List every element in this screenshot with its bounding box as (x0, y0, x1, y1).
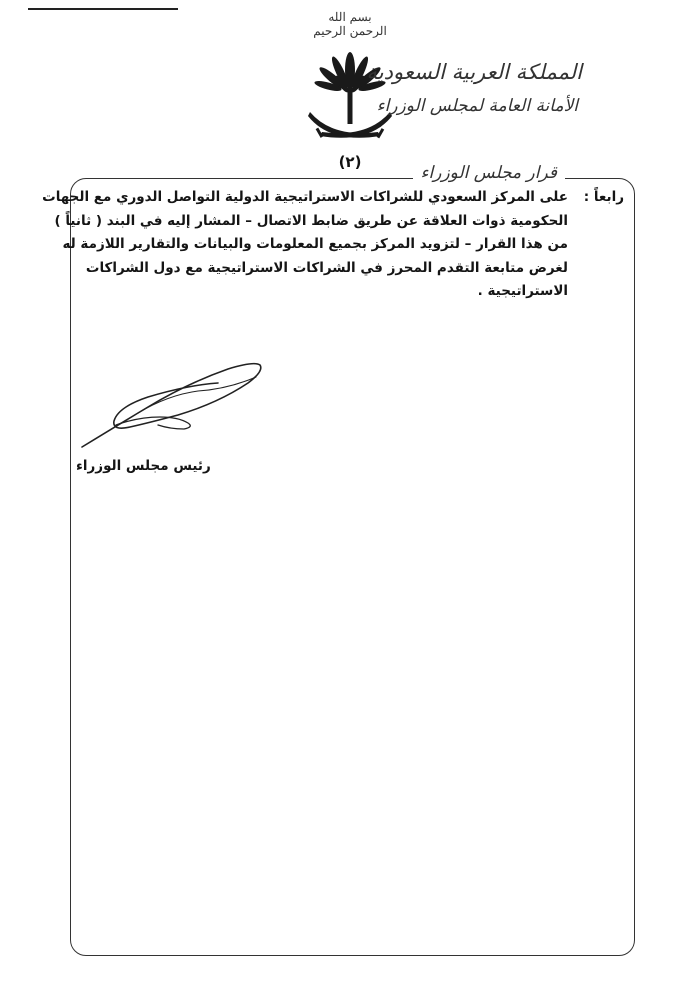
clause-line: على المركز السعودي للشراكات الاستراتيجية الدولية التواصل الدوري مع الجهات (42, 189, 568, 205)
clause-label: رابعاً : (583, 189, 624, 205)
clause-line: من هذا القرار – لتزويد المركز بجميع المعلومات والبيانات والتقارير اللازمة له (62, 236, 568, 252)
kingdom-heading: المملكة العربية السعودية (366, 60, 582, 84)
clause-line: لغرض متابعة التقدم المحرز في الشراكات الاستراتيجية مع دول الشراكات (85, 259, 568, 276)
decision-heading: قرار مجلس الوزراء (413, 163, 565, 183)
basmala: بسم الله الرحمن الرحيم (313, 10, 387, 38)
clause-fourth (42, 186, 624, 304)
clause-line: الحكومية ذوات العلاقة عن طريق ضابط الاتصال – المشار إليه في البند ( ثانياً ) (54, 212, 568, 229)
handwritten-signature (78, 355, 278, 455)
top-rule (28, 8, 178, 10)
signatory-title: رئيس مجلس الوزراء (76, 458, 211, 474)
page-number: (٢) (338, 153, 362, 171)
secretariat-heading: الأمانة العامة لمجلس الوزراء (376, 96, 578, 116)
clause-line: الاستراتيجية . (477, 283, 568, 299)
